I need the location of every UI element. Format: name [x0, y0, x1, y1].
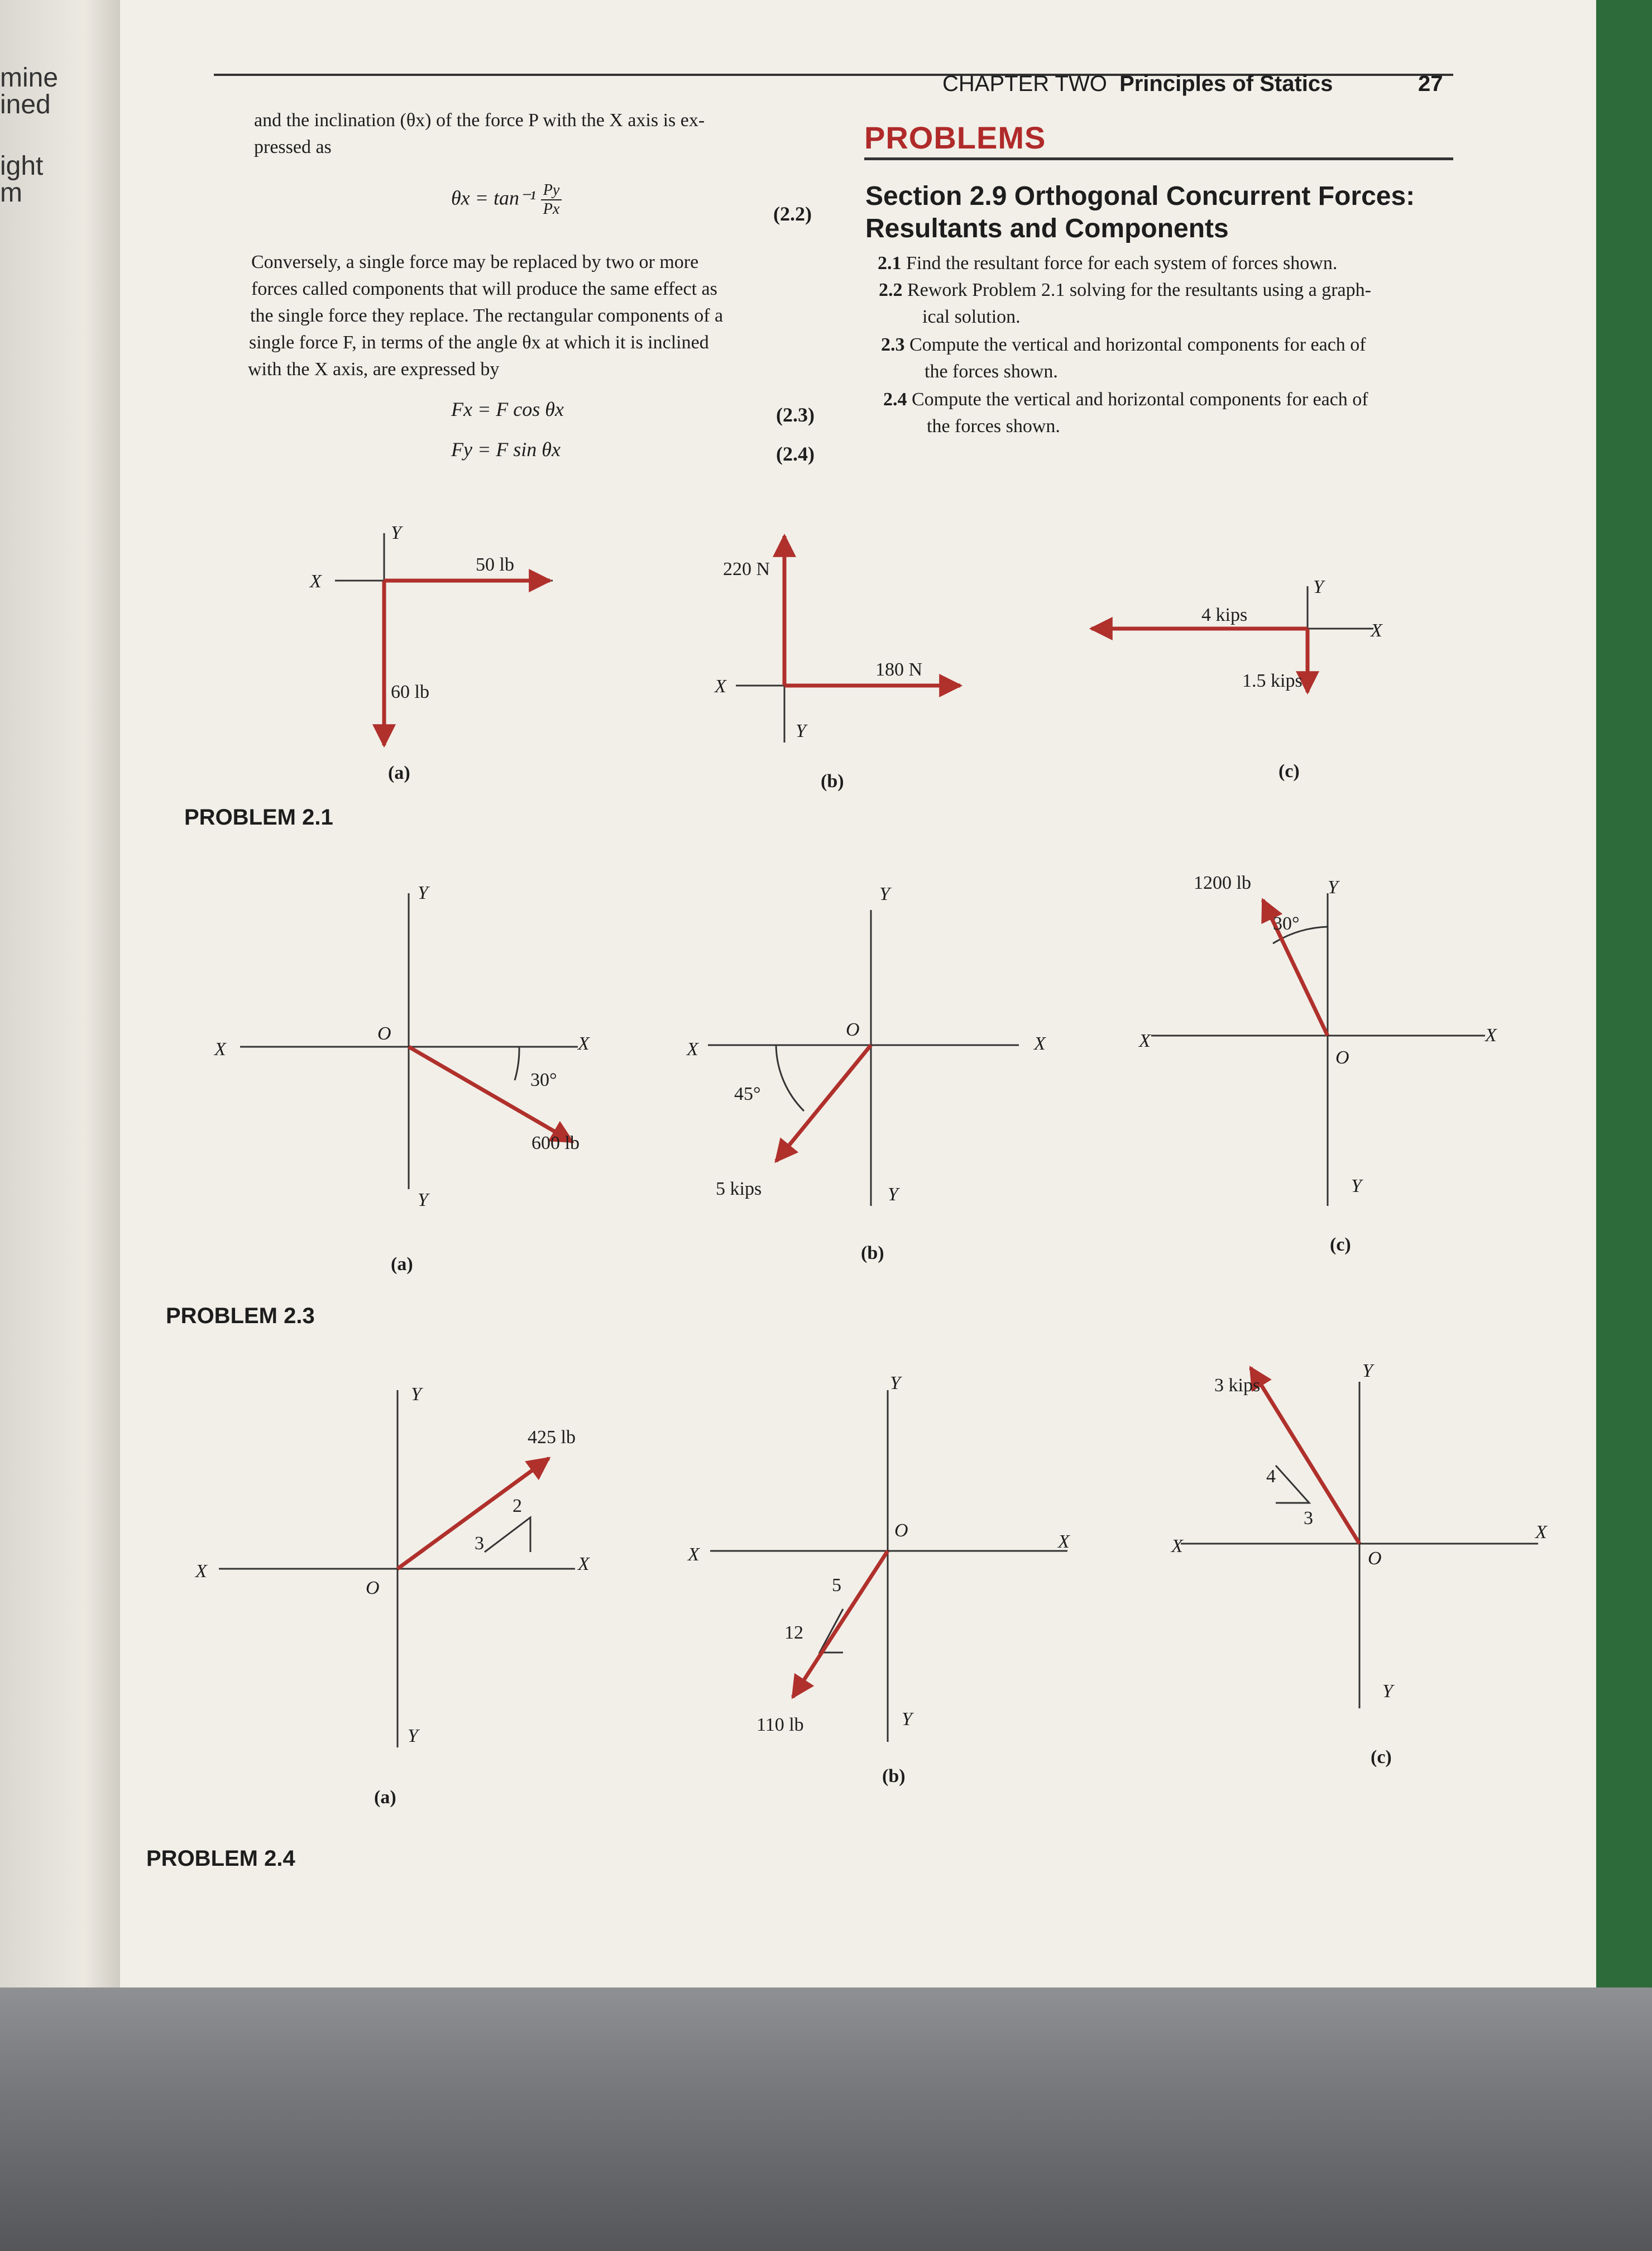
p23c-y-label-top: Y	[1328, 877, 1338, 898]
margin-fragment: mine	[0, 63, 59, 93]
item-number: 2.4	[883, 389, 907, 410]
p24c-origin-label: O	[1368, 1548, 1382, 1569]
p24c-part-label: (c)	[1371, 1747, 1392, 1768]
item-number: 2.2	[879, 280, 903, 300]
eq22-numerator: Py	[541, 181, 562, 200]
item-text: Compute the vertical and horizontal components for each of	[909, 334, 1366, 355]
p23b-force-5kips: 5 kips	[716, 1179, 762, 1199]
p23c-force-1200lb: 1200 lb	[1194, 873, 1251, 893]
equation-2-4: Fy = F sin θx	[451, 438, 561, 461]
p23a-x-label-right: X	[578, 1033, 590, 1054]
item-number: 2.1	[878, 253, 902, 274]
p21b-force-220n: 220 N	[723, 559, 770, 579]
p21a-force-60lb: 60 lb	[391, 682, 429, 702]
p24b-part-label: (b)	[882, 1766, 906, 1787]
problem-label-2-4: PROBLEM 2.4	[146, 1846, 295, 1871]
background-lap	[0, 1987, 1652, 2251]
p24b-slope-triangle	[820, 1609, 843, 1653]
chapter-title: Principles of Statics	[1119, 71, 1333, 96]
problems-heading: PROBLEMS	[864, 120, 1046, 155]
p24c-force-3kips: 3 kips	[1214, 1375, 1261, 1396]
chapter-label: CHAPTER TWO	[942, 71, 1107, 96]
margin-fragment: ined	[0, 90, 51, 119]
equation-2-3: Fx = F cos θx	[451, 398, 564, 420]
paragraph-line-1: Conversely, a single force may be replaced by two or more	[251, 252, 699, 272]
p24a-origin-label: O	[366, 1578, 380, 1598]
p24c-y-label-top: Y	[1362, 1361, 1373, 1381]
p23a-part-label: (a)	[391, 1254, 413, 1275]
p24b-x-label-right: X	[1058, 1531, 1070, 1552]
p24a-part-label: (a)	[374, 1787, 396, 1808]
section-title-line-2: Resultants and Components	[865, 214, 1229, 243]
item-text: Compute the vertical and horizontal components for each of	[912, 389, 1368, 410]
p21b-x-label: X	[715, 676, 726, 697]
item-number: 2.3	[881, 334, 905, 355]
p23b-x-label-right: X	[1034, 1033, 1046, 1054]
p24b-y-label-top: Y	[890, 1373, 901, 1393]
paragraph-line-5: with the X axis, are expressed by	[248, 359, 500, 380]
p21c-part-label: (c)	[1278, 761, 1300, 782]
intro-line-1: and the inclination (θx) of the force P with the X axis is ex-	[254, 110, 705, 131]
p24a-slope-triangle	[485, 1517, 530, 1552]
item-text-continued: the forces shown.	[925, 361, 1058, 382]
p21a-part-label: (a)	[388, 763, 410, 783]
page-number: 27	[1418, 71, 1443, 96]
p24b-force-110lb: 110 lb	[756, 1714, 804, 1735]
p23b-arrow-5kips	[776, 1045, 871, 1161]
margin-fragment: ight	[0, 151, 44, 181]
p23b-y-label-top: Y	[879, 884, 890, 904]
equation-number-2-2: (2.2)	[773, 203, 812, 225]
p23b-part-label: (b)	[861, 1243, 884, 1263]
equation-number-2-3: (2.3)	[776, 404, 815, 426]
p21c-x-label: X	[1371, 620, 1382, 641]
p24b-arrow-110lb	[793, 1551, 888, 1697]
p24a-x-label-right: X	[578, 1554, 590, 1574]
p23b-angle-arc	[776, 1045, 804, 1111]
paragraph-line-4: single force F, in terms of the angle θx at which it is inclined	[249, 332, 709, 353]
p23b-y-label-bottom: Y	[888, 1184, 898, 1205]
p24c-x-label: X	[1171, 1536, 1183, 1556]
p24a-rise: 2	[513, 1496, 522, 1516]
p21b-part-label: (b)	[821, 771, 844, 792]
item-text: Find the resultant force for each system of forces shown.	[906, 253, 1338, 274]
p24a-y-label-bottom: Y	[408, 1726, 418, 1746]
p24b-run: 5	[832, 1575, 841, 1596]
p24a-run: 3	[475, 1533, 484, 1554]
intro-line-2: pressed as	[254, 137, 332, 157]
p24b-y-label-bottom: Y	[902, 1709, 912, 1730]
eq22-lhs: θx = tan⁻¹	[451, 186, 536, 209]
p23b-angle-label: 45°	[734, 1084, 761, 1104]
p24a-x-label: X	[195, 1561, 207, 1582]
paragraph-line-3: the single force they replace. The rectangular components of a	[250, 305, 724, 326]
eq22-denominator: Px	[543, 200, 560, 218]
p23b-x-label: X	[687, 1039, 698, 1060]
p23c-x-label-right: X	[1485, 1025, 1497, 1046]
p24b-rise: 12	[784, 1622, 803, 1643]
p24c-y-label-bottom: Y	[1382, 1681, 1393, 1702]
equation-number-2-4: (2.4)	[776, 443, 815, 465]
p23c-angle-label: 30°	[1273, 913, 1300, 934]
p23c-y-label-bottom: Y	[1351, 1176, 1362, 1196]
problem-label-2-1: PROBLEM 2.1	[184, 805, 333, 830]
p21c-force-1-5kips: 1.5 kips	[1242, 670, 1303, 691]
item-text-continued: ical solution.	[922, 306, 1021, 327]
margin-fragment: m	[0, 178, 22, 208]
p23a-y-label-bottom: Y	[418, 1190, 428, 1210]
p21c-y-label: Y	[1313, 577, 1324, 597]
p24a-y-label-top: Y	[411, 1384, 422, 1405]
p21a-y-label: Y	[391, 523, 401, 543]
p23c-x-label: X	[1139, 1031, 1151, 1051]
p24a-force-425lb: 425 lb	[528, 1427, 576, 1448]
p24b-x-label: X	[688, 1544, 700, 1565]
p21b-force-180n: 180 N	[875, 659, 923, 680]
p21a-force-50lb: 50 lb	[476, 554, 514, 575]
p24c-run: 3	[1304, 1508, 1313, 1529]
p24c-x-label-right: X	[1535, 1522, 1547, 1543]
item-text-continued: the forces shown.	[927, 416, 1060, 437]
p23a-origin-label: O	[377, 1023, 391, 1044]
p21a-x-label: X	[310, 571, 322, 592]
p23a-force-600lb: 600 lb	[531, 1133, 580, 1153]
section-title-line-1: Section 2.9 Orthogonal Concurrent Forces:	[865, 181, 1415, 211]
p23a-x-label: X	[214, 1039, 226, 1060]
p23a-angle-arc	[515, 1047, 519, 1080]
p23c-origin-label: O	[1335, 1047, 1349, 1068]
p23c-part-label: (c)	[1330, 1234, 1351, 1255]
p21b-y-label: Y	[796, 721, 806, 741]
p21c-force-4kips: 4 kips	[1201, 605, 1248, 625]
p24c-slope-triangle	[1276, 1465, 1309, 1503]
p24a-arrow-425lb	[398, 1458, 549, 1569]
p24b-origin-label: O	[894, 1520, 908, 1541]
p24c-rise: 4	[1266, 1466, 1276, 1487]
p23a-angle-label: 30°	[530, 1070, 557, 1090]
p23a-y-label-top: Y	[418, 883, 428, 903]
p23b-origin-label: O	[846, 1019, 860, 1040]
item-text: Rework Problem 2.1 solving for the resultants using a graph-	[907, 280, 1371, 300]
p23a-arrow-600lb	[409, 1047, 572, 1142]
paragraph-line-2: forces called components that will produce the same effect as	[251, 279, 717, 299]
problem-label-2-3: PROBLEM 2.3	[166, 1304, 315, 1328]
